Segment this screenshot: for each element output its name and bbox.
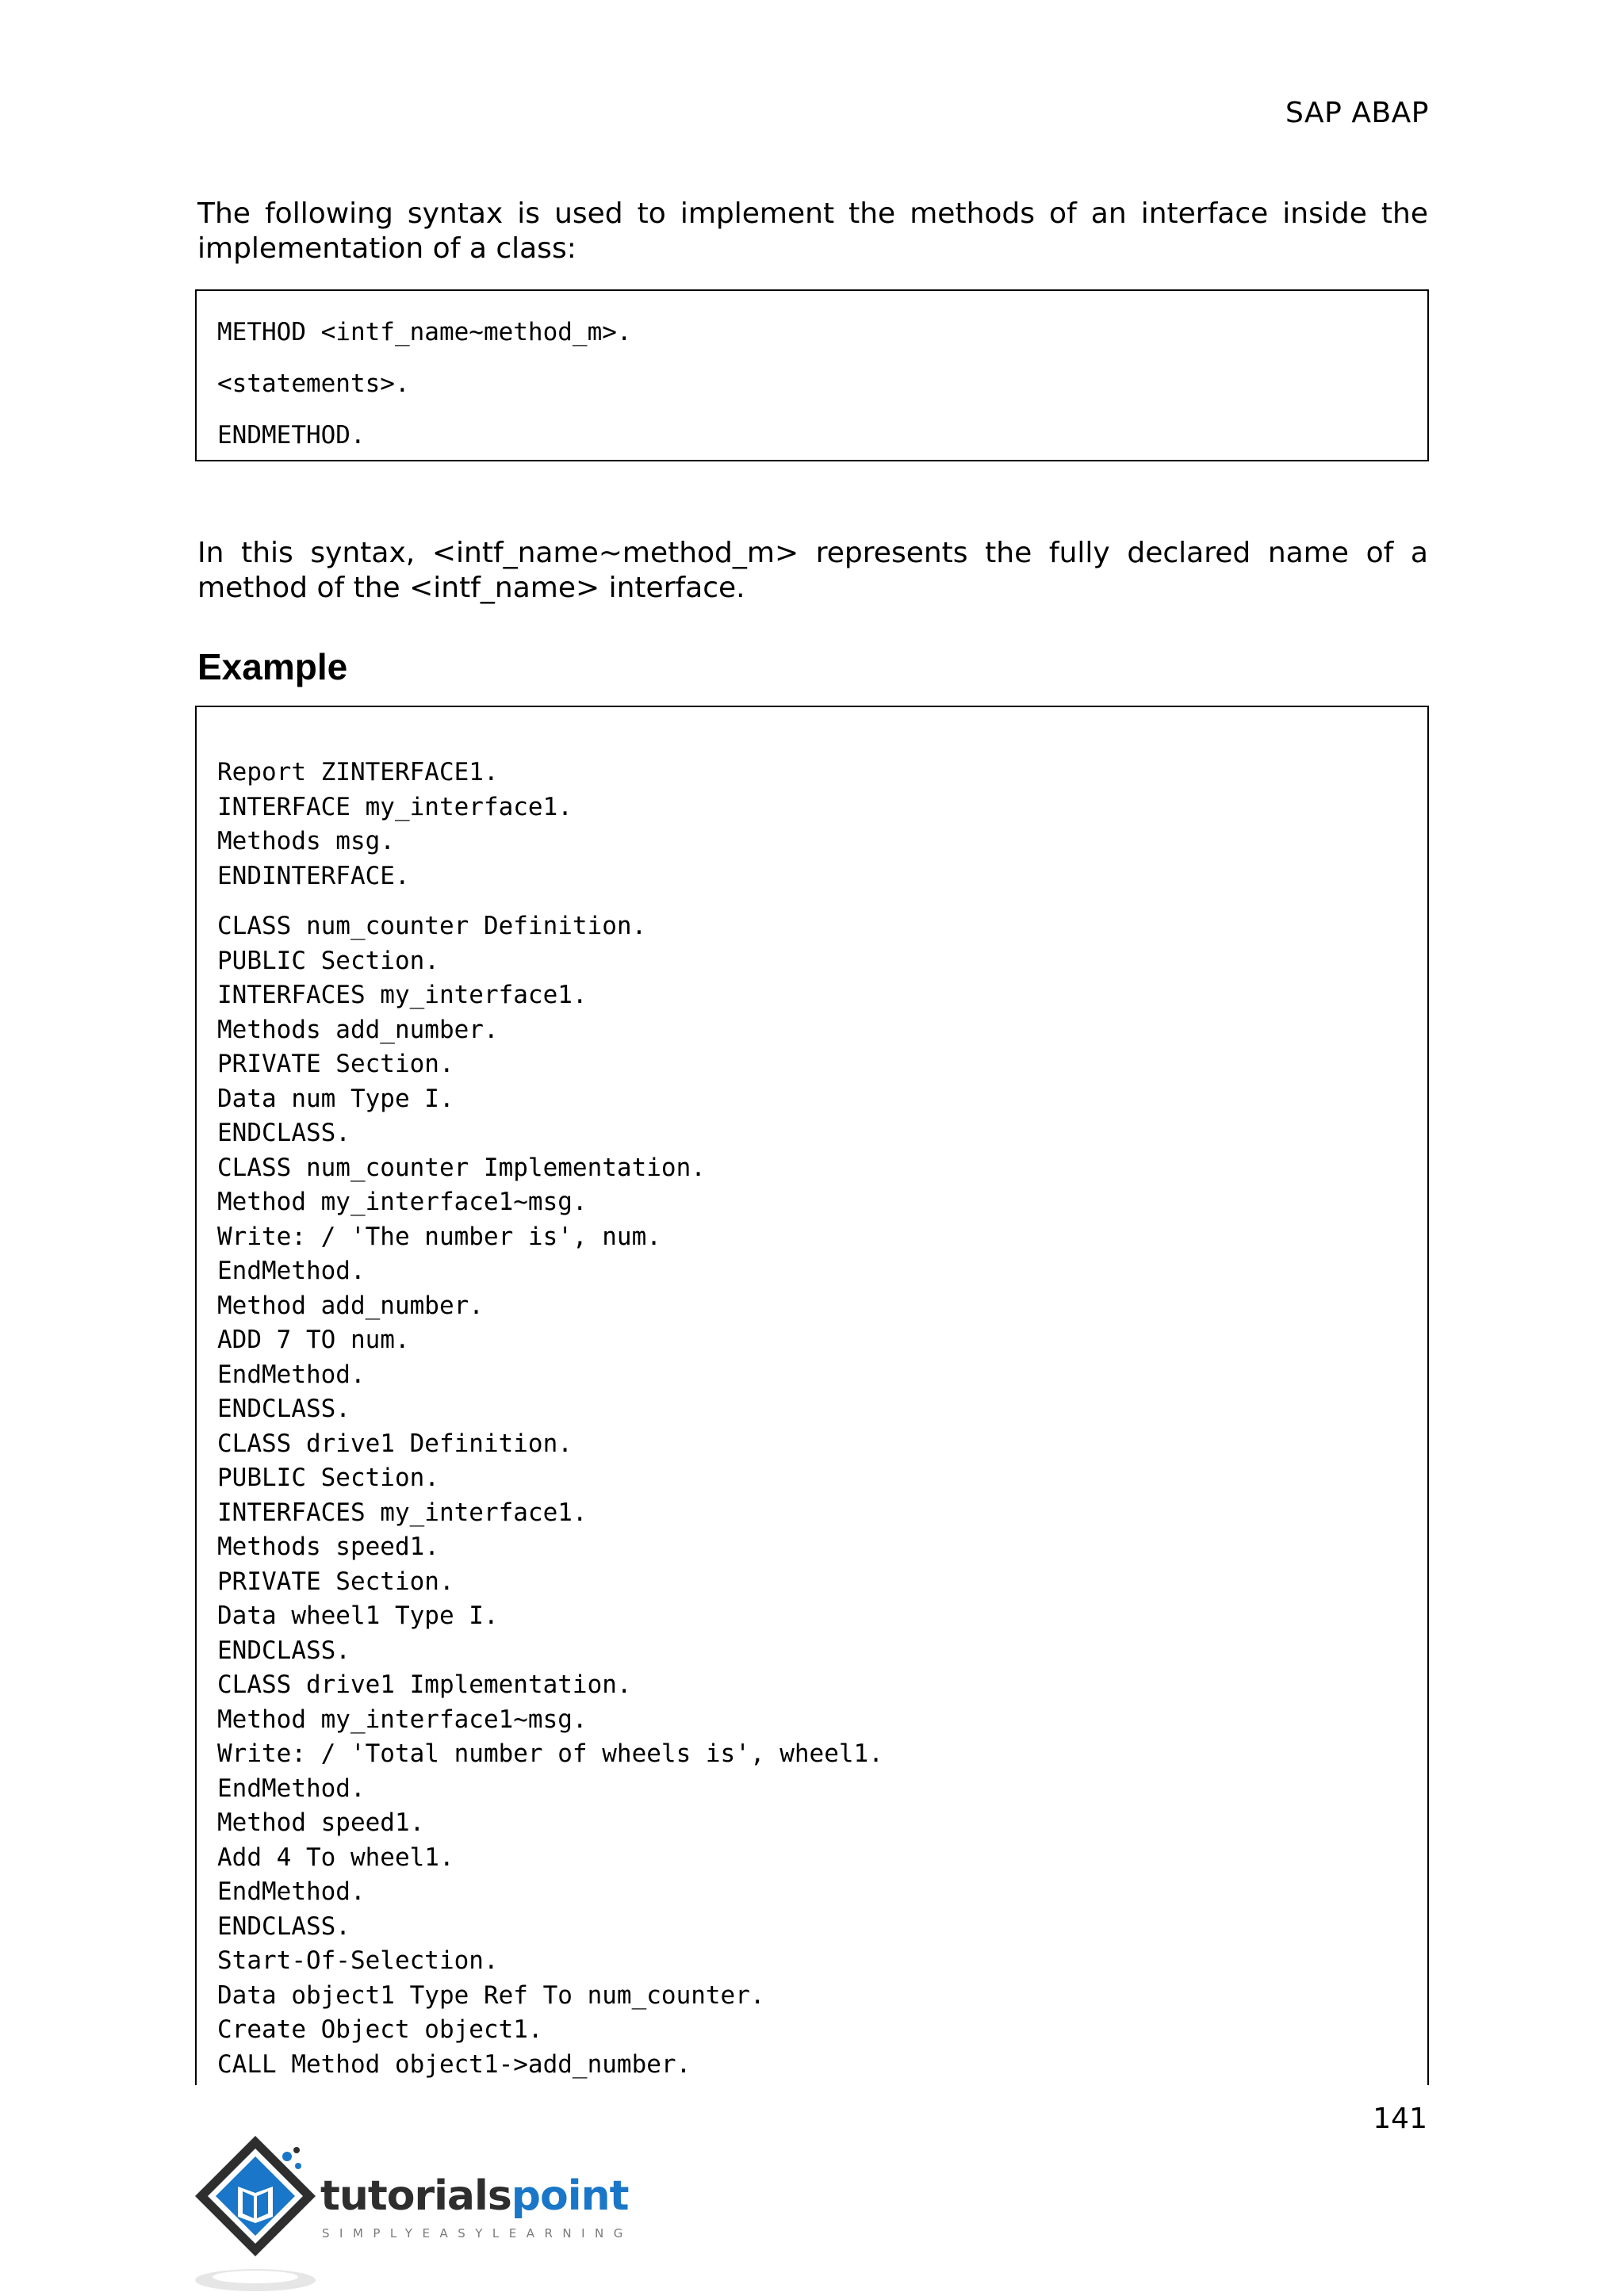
syntax-line: METHOD <intf_name~method_m>. <box>217 318 632 346</box>
logo-emblem-icon <box>193 2130 328 2296</box>
example-code-box <box>195 706 1429 2085</box>
intro-paragraph: The following syntax is used to implement the methods of an interface inside the implementation of a class: <box>197 197 1428 265</box>
page-header: SAP ABAP <box>1285 97 1429 129</box>
code-block-interface: Report ZINTERFACE1. INTERFACE my_interface1. Methods msg. ENDINTERFACE. <box>217 758 573 890</box>
syntax-line: ENDMETHOD. <box>217 421 366 450</box>
explanation-paragraph: In this syntax, <intf_name~method_m> represents the fully declared name of a method of the <intf_name> interface. <box>197 537 1428 604</box>
page-number: 141 <box>1373 2103 1427 2135</box>
syntax-code-box <box>195 289 1429 461</box>
tutorialspoint-logo <box>193 2130 638 2296</box>
code-block-classes: CLASS num_counter Definition. PUBLIC Section. INTERFACES my_interface1. Methods add_number. PRIVATE Section. Data num Type I. ENDCLASS. CLASS num_counter Implementation. Method my_interface1~msg. Write: / 'The number is', num. EndMethod. Method add_number. ADD 7 TO num. EndMethod. ENDCLASS. CLASS drive1 Definition. PUBLIC Section. INTERFACES my_interface1. Methods speed1. PRIVATE Section. Data wheel1 Type I. ENDCLASS. CLASS drive1 Implementation. Method my_interface1~msg. Write: / 'Total number of wheels is', wheel1. EndMethod. Method speed1. Add 4 To wheel1. EndMethod. ENDCLASS. Start-Of-Selection. Data object1 Type Ref To num_counter. Create Object object1. CALL Method object1->add_number. <box>217 912 883 2079</box>
logo-tagline: SIMPLYEASYLEARNING <box>322 2226 633 2241</box>
logo-wordmark: tutorialspoint <box>320 2172 629 2220</box>
example-heading: Example <box>197 646 348 687</box>
syntax-line: <statements>. <box>217 369 410 398</box>
